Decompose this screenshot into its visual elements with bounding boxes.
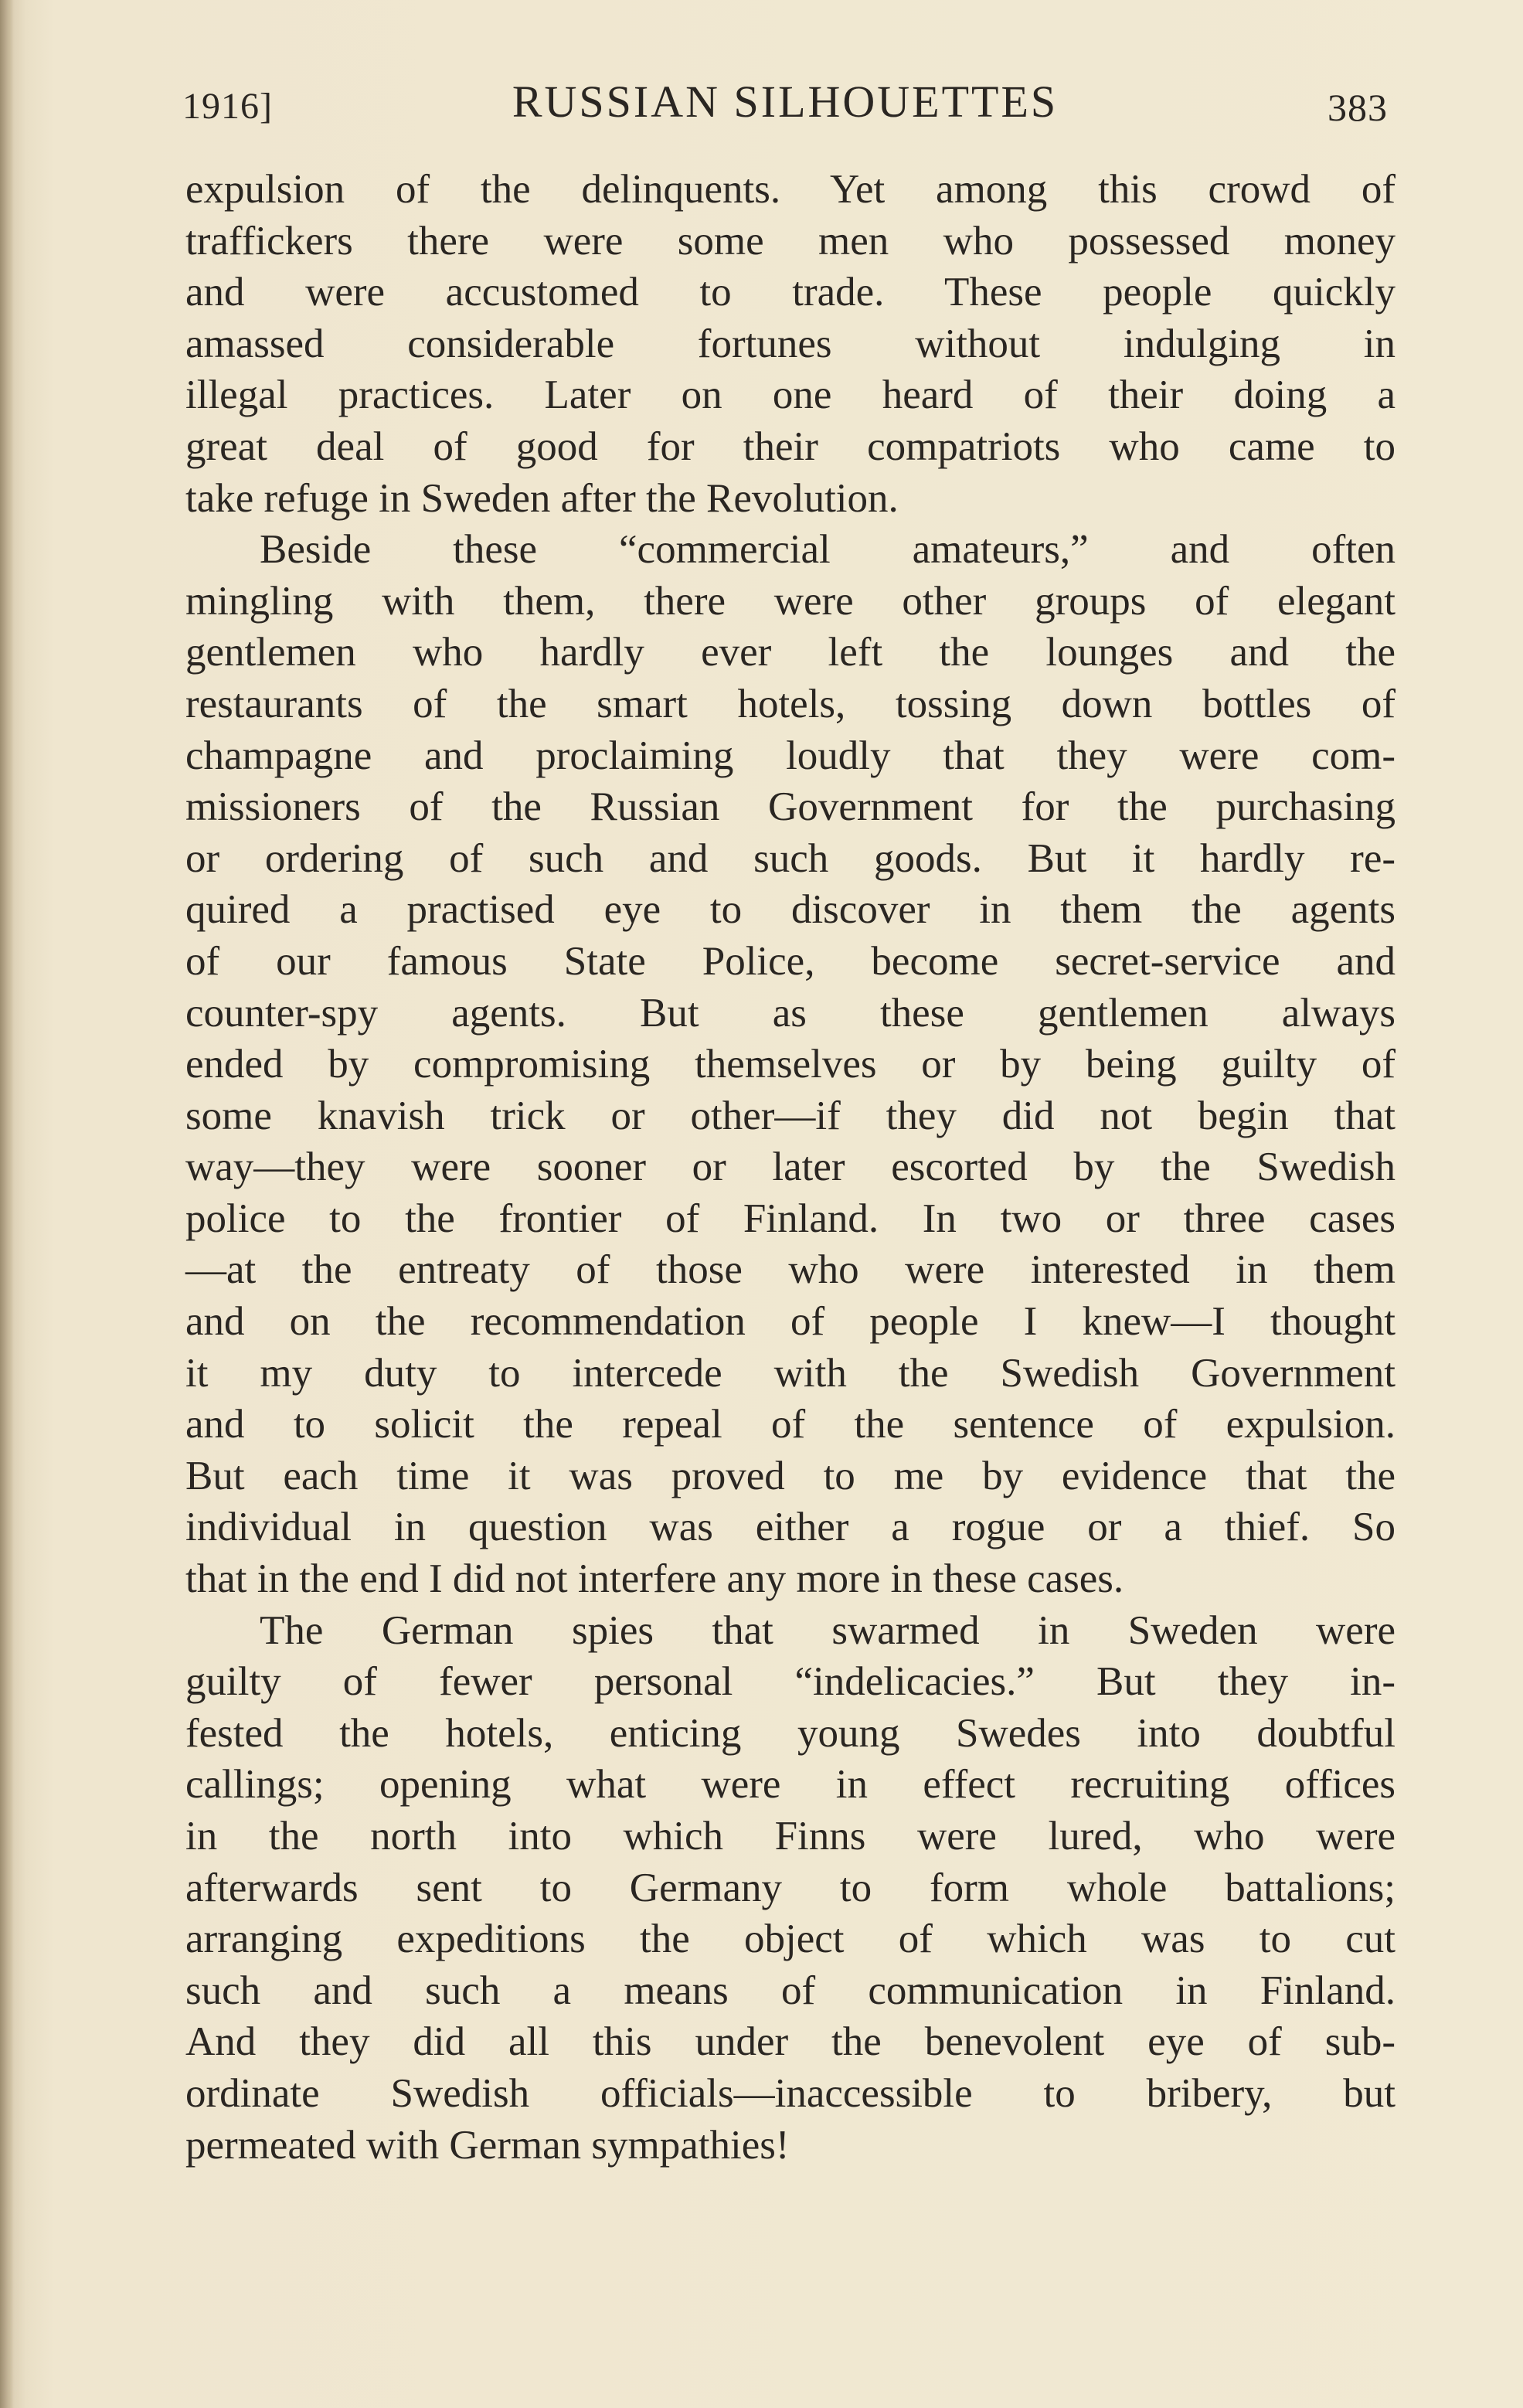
text-line: traffickers there were some men who possessed money (185, 218, 1396, 264)
paragraph (185, 164, 1396, 524)
text-line: that in the end I did not interfere any more in these cases. (185, 1556, 1124, 1602)
text-line: and were accustomed to trade. These people quickly (185, 270, 1396, 315)
paragraph (185, 1605, 1396, 2172)
text-line: mingling with them, there were other groups of elegant (185, 578, 1396, 624)
page-number: 383 (1328, 86, 1388, 129)
text-line: ordinate Swedish officials—inaccessible to bribery, but (185, 2070, 1396, 2116)
text-line: of our famous State Police, become secret-service and (185, 938, 1396, 984)
text-line: champagne and proclaiming loudly that they were com- (185, 733, 1396, 778)
text-line: way—they were sooner or later escorted by the Swedish (185, 1144, 1396, 1190)
text-line: quired a practised eye to discover in them the agents (185, 887, 1396, 933)
text-line: counter-spy agents. But as these gentlemen always (185, 990, 1396, 1036)
header-year: 1916] (182, 86, 273, 127)
text-line: ended by compromising themselves or by being guilty of (185, 1042, 1396, 1087)
body-text (185, 164, 1396, 2171)
text-line: expulsion of the delinquents. Yet among this crowd of (185, 167, 1396, 212)
running-header (182, 76, 1388, 138)
text-line: Beside these “commercial amateurs,” and often (260, 527, 1396, 573)
text-line: or ordering of such and such goods. But it hardly re- (185, 835, 1396, 881)
text-line: —at the entreaty of those who were interested in them (185, 1247, 1396, 1293)
text-line: missioners of the Russian Government for the purchasing (185, 784, 1396, 830)
text-line: But each time it was proved to me by evidence that the (185, 1453, 1396, 1498)
text-line: some knavish trick or other—if they did not begin that (185, 1093, 1396, 1138)
text-line: great deal of good for their compatriots who came to (185, 423, 1396, 469)
text-line: callings; opening what were in effect recruiting offices (185, 1762, 1396, 1808)
text-line: And they did all this under the benevolent eye of sub- (185, 2019, 1396, 2065)
text-line: restaurants of the smart hotels, tossing down bottles of (185, 681, 1396, 726)
text-line: guilty of fewer personal “indelicacies.” But they in- (185, 1659, 1396, 1705)
page-binding-edge (0, 0, 14, 2408)
text-line: it my duty to intercede with the Swedish Government (185, 1350, 1396, 1396)
text-line: illegal practices. Later on one heard of their doing a (185, 372, 1396, 418)
text-line: arranging expeditions the object of which was to cut (185, 1917, 1396, 1962)
text-line: such and such a means of communication in Finland. (185, 1968, 1396, 2013)
text-line: individual in question was either a rogue or a thief. So (185, 1505, 1396, 1550)
text-line: fested the hotels, enticing young Swedes into doubtful (185, 1710, 1396, 1756)
paragraph (185, 524, 1396, 1604)
text-line: amassed considerable fortunes without indulging in (185, 321, 1396, 366)
text-line: gentlemen who hardly ever left the lounges and the (185, 630, 1396, 675)
text-line: The German spies that swarmed in Sweden were (260, 1607, 1396, 1653)
text-line: permeated with German sympathies! (185, 2122, 790, 2168)
text-line: and on the recommendation of people I knew—I thought (185, 1299, 1396, 1345)
header-title: RUSSIAN SILHOUETTES (512, 77, 1059, 127)
text-line: take refuge in Sweden after the Revolution. (185, 475, 899, 521)
text-line: in the north into which Finns were lured, who were (185, 1814, 1396, 1859)
text-line: and to solicit the repeal of the sentence of expulsion. (185, 1402, 1396, 1447)
text-line: afterwards sent to Germany to form whole battalions; (185, 1865, 1396, 1910)
text-line: police to the frontier of Finland. In two or three cases (185, 1195, 1396, 1241)
